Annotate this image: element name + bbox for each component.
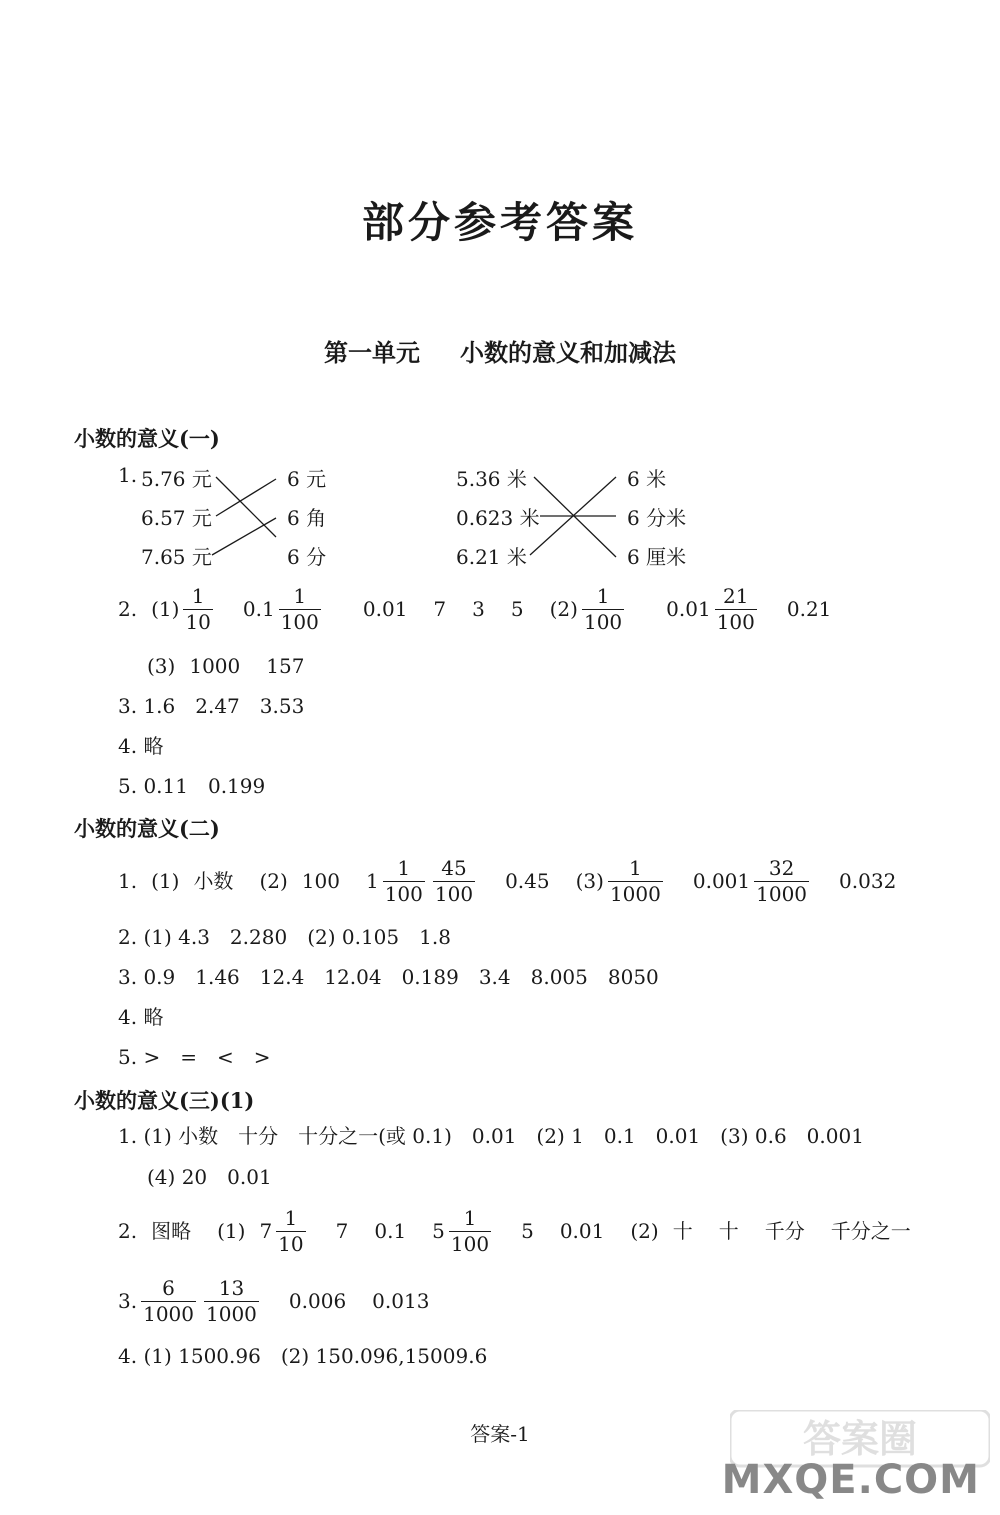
denominator: 10 (278, 1231, 304, 1256)
answer-value: 1000 (189, 654, 241, 678)
answer-line: 5. > = < > (118, 1045, 271, 1069)
fraction (383, 855, 425, 906)
numerator: 32 (768, 855, 795, 880)
answer-value: 0.1 (374, 1219, 407, 1243)
match-right-item: 6.21 米 (456, 545, 527, 569)
fraction (204, 1275, 259, 1326)
answer-value: 7 (259, 1219, 273, 1243)
unit-label: 第一单元 (324, 338, 420, 367)
section-heading-2: 小数的意义(二) (74, 816, 220, 841)
answer-line: (4) 20 0.01 (147, 1165, 272, 1189)
answer-value: 0.1 (242, 597, 275, 621)
numerator: 21 (723, 583, 749, 608)
page-footer: 答案-1 (470, 1422, 530, 1446)
answer-value: 0.006 (288, 1289, 347, 1313)
answer-value: 0.01 (666, 597, 711, 621)
part-label: (3) (575, 869, 604, 893)
answer-value: 0.001 (692, 869, 751, 893)
answer-line: 5. 0.11 0.199 (118, 774, 266, 798)
match-line (216, 479, 276, 516)
numerator: 1 (596, 583, 610, 608)
answer-line: 4. (1) 1500.96 (2) 150.096,15009.6 (118, 1344, 488, 1368)
match-right-item: 5.36 米 (456, 467, 527, 491)
fraction (141, 1275, 196, 1326)
fraction (608, 855, 663, 906)
match-left-item: 6.57 元 (141, 506, 212, 530)
match-left-target: 6 分 (287, 545, 327, 569)
numerator: 1 (463, 1205, 477, 1230)
page-title: 部分参考答案 (361, 198, 638, 247)
fraction (449, 1205, 491, 1256)
fraction (582, 583, 624, 634)
numerator: 1 (397, 855, 411, 880)
answer-value: 0.01 (362, 597, 408, 621)
answer-value: 0.21 (786, 597, 832, 621)
fraction (279, 583, 321, 634)
answer-value: 100 (301, 869, 340, 893)
numerator: 1 (629, 855, 642, 880)
fraction (715, 583, 757, 634)
denominator: 100 (450, 1231, 490, 1256)
matching-exercise (0, 0, 1000, 600)
answer-line: 3. 0.9 1.46 12.4 12.04 0.189 3.4 8.005 8050 (118, 965, 659, 989)
section-heading-1: 小数的意义(一) (74, 426, 220, 451)
match-left-item: 5.76 元 (141, 467, 212, 491)
match-right-target: 6 分米 (627, 506, 687, 530)
fraction (183, 583, 212, 634)
answer-value: 3 (472, 597, 485, 621)
unit-name: 小数的意义和加减法 (460, 338, 676, 367)
answer-value: 5 (432, 1219, 445, 1243)
match-right-target: 6 米 (627, 467, 667, 491)
match-left-target: 6 角 (287, 506, 327, 530)
answer-value: 5 (510, 597, 524, 621)
part-label: (2) (630, 1219, 659, 1243)
denominator: 100 (384, 881, 423, 906)
denominator: 100 (434, 881, 474, 906)
answer-value: 千分 (764, 1219, 805, 1243)
q-number: 1. (118, 869, 138, 893)
answer-value: 157 (266, 654, 305, 678)
watermark-logo-text: 答案圈 (802, 1417, 918, 1461)
answer-value: 0.032 (839, 869, 897, 893)
denominator: 1000 (756, 881, 808, 906)
q-number: 1. (118, 463, 138, 487)
answer-line (118, 855, 896, 907)
answer-value: 0.01 (559, 1219, 605, 1243)
part-label: (2) (549, 597, 578, 621)
denominator: 1000 (143, 1301, 194, 1326)
match-line (216, 477, 276, 537)
answer-value: 小数 (193, 869, 234, 893)
q-number: 2. (118, 1219, 138, 1243)
match-line (212, 518, 276, 555)
numerator: 6 (162, 1275, 175, 1300)
numerator: 1 (293, 583, 307, 608)
match-left-item: 7.65 元 (141, 545, 212, 569)
denominator: 1000 (206, 1301, 257, 1326)
answer-line: 3. 1.6 2.47 3.53 (118, 694, 305, 718)
numerator: 1 (284, 1205, 298, 1230)
q-number: 2. (118, 597, 138, 621)
answer-value: 7 (335, 1219, 349, 1243)
answer-line: 4. 略 (118, 1005, 164, 1029)
answer-value: 十 (672, 1219, 693, 1243)
denominator: 100 (583, 609, 623, 634)
numerator: 45 (441, 855, 467, 880)
answer-line (118, 583, 831, 635)
part-label: (3) (147, 654, 176, 678)
match-right-item: 0.623 米 (456, 506, 540, 530)
answer-value: 1 (365, 869, 379, 893)
answer-value: 0.45 (505, 869, 550, 893)
numerator: 13 (218, 1275, 245, 1300)
denominator: 100 (716, 609, 755, 634)
answer-value: 5 (521, 1219, 534, 1243)
part-label: (1) (151, 869, 180, 893)
denominator: 1000 (609, 881, 661, 906)
denominator: 100 (280, 609, 319, 634)
fraction (276, 1205, 305, 1256)
answer-value: 7 (433, 597, 447, 621)
match-lines (0, 0, 1000, 600)
answer-value: 十 (718, 1219, 739, 1243)
denominator: 10 (185, 609, 211, 634)
match-left-target: 6 元 (287, 467, 327, 491)
answer-line (118, 1205, 911, 1257)
part-label: (1) (151, 597, 180, 621)
answer-line: 1. (1) 小数 十分 十分之一(或 0.1) 0.01 (2) 1 0.1 0.01 (3) 0.6 0.001 (118, 1124, 864, 1148)
section-heading-3: 小数的意义(三)(1) (74, 1088, 255, 1113)
answer-line: 2. (1) 4.3 2.280 (2) 0.105 1.8 (118, 925, 451, 949)
q-number: 3. (118, 1289, 138, 1313)
watermark-text: MXQE.COM (721, 1457, 980, 1503)
answer-value: 千分之一 (830, 1219, 911, 1243)
answer-line: 4. 略 (118, 734, 164, 758)
part-label: (2) (259, 869, 288, 893)
answer-value: 图略 (151, 1219, 192, 1243)
match-right-target: 6 厘米 (627, 545, 687, 569)
numerator: 1 (191, 583, 205, 608)
answer-line (118, 1275, 429, 1327)
fraction (433, 855, 475, 906)
fraction (754, 855, 809, 906)
part-label: (1) (217, 1219, 246, 1243)
answer-value: 0.013 (372, 1289, 430, 1313)
